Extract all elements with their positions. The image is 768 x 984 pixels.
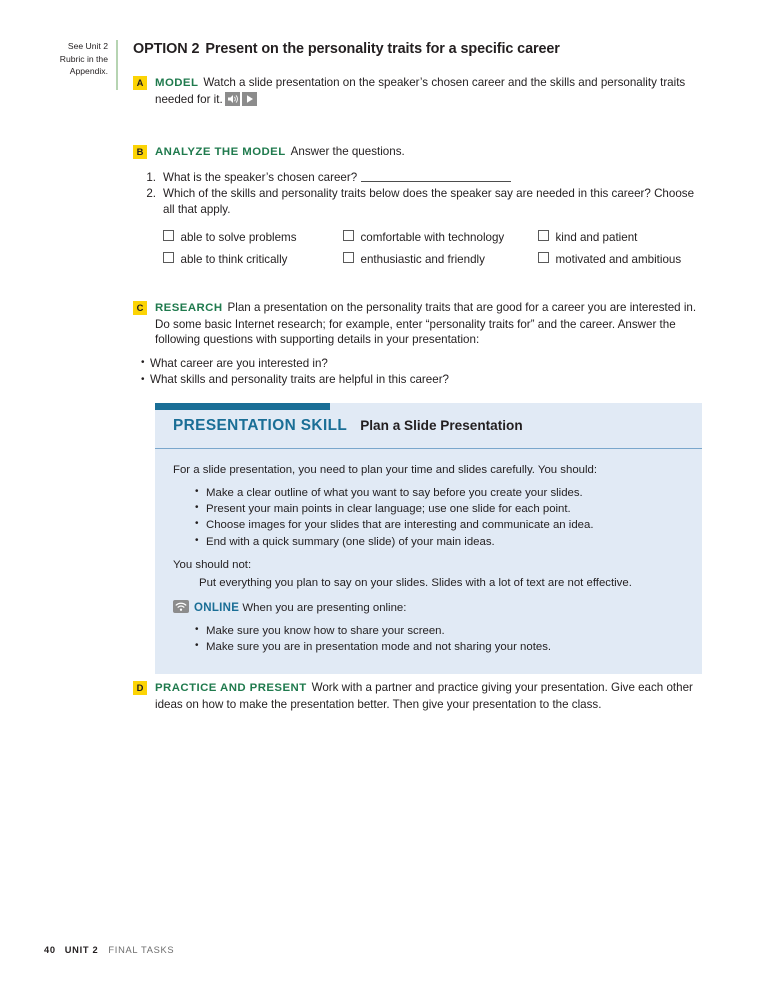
checkbox-item[interactable]: [163, 252, 343, 267]
online-label: ONLINE: [194, 602, 240, 615]
section-b-text: Answer the questions.: [290, 145, 405, 158]
margin-note-line-1: See Unit 2: [67, 41, 108, 51]
section-badge-a: A: [133, 76, 147, 90]
checkbox-icon[interactable]: [163, 252, 174, 263]
skill-box-body: [155, 449, 702, 674]
question-text: What is the speaker’s chosen career?: [163, 170, 358, 184]
skill-bullet-list: [173, 485, 684, 551]
margin-note: [52, 40, 108, 78]
wifi-icon: [173, 600, 189, 613]
section-badge-c: C: [133, 301, 147, 315]
page-footer: [44, 945, 174, 955]
section-c-text: Plan a presentation on the personality traits that are good for a career you are interested in. Do some basic Internet research; for example, enter “personality traits for” and the career. Answer the following questions with supporting details in your presentation:: [155, 301, 697, 347]
audio-icon[interactable]: [225, 92, 240, 106]
section-d-practice: [133, 680, 705, 712]
section-a-title: MODEL: [155, 77, 199, 89]
question-text: Which of the skills and personality traits below does the speaker say are needed in this career? Choose all that apply.: [163, 187, 695, 217]
section-d-body: [155, 680, 705, 712]
footer-unit: UNIT 2: [64, 945, 99, 955]
checkbox-icon[interactable]: [538, 252, 549, 263]
checkbox-label: motivated and ambitious: [555, 252, 682, 266]
checkbox-label: comfortable with technology: [360, 230, 505, 244]
bullet-item: • Make sure you know how to share your screen.: [195, 623, 684, 639]
page-number: 40: [44, 945, 56, 955]
checkbox-label: able to think critically: [180, 252, 288, 266]
section-c-title: RESEARCH: [155, 302, 223, 314]
section-badge-d: D: [133, 681, 147, 695]
question-list: [133, 170, 705, 219]
section-badge-b: B: [133, 145, 147, 159]
question-item: [146, 170, 705, 186]
bullet-item: • Make sure you are in presentation mode and not sharing your notes.: [195, 639, 684, 655]
margin-note-line-2: Rubric in the: [59, 53, 108, 64]
trait-checkbox-grid: [133, 230, 705, 267]
bullet-item: • Choose images for your slides that are interesting and communicate an idea.: [195, 517, 684, 533]
bullet-item: • End with a quick summary (one slide) of your main ideas.: [195, 534, 684, 550]
page-title: [133, 40, 705, 58]
question-number: 2.: [146, 187, 156, 200]
section-d: [133, 680, 705, 712]
checkbox-item[interactable]: [538, 230, 705, 245]
section-b-body: [155, 144, 705, 161]
checkbox-icon[interactable]: [343, 230, 354, 241]
online-row: [173, 600, 684, 617]
checkbox-icon[interactable]: [343, 252, 354, 263]
question-number: 1.: [146, 170, 156, 184]
bullet-item: • What skills and personality traits are helpful in this career?: [141, 372, 705, 389]
section-a: [133, 75, 705, 107]
section-a-text: Watch a slide presentation on the speaker’s chosen career and the skills and personality traits needed for it.: [155, 76, 686, 106]
section-b-title: ANALYZE THE MODEL: [155, 146, 286, 158]
section-c-research: [133, 300, 705, 389]
checkbox-item[interactable]: [538, 252, 705, 267]
play-icon[interactable]: [242, 92, 257, 106]
section-a-body: [155, 75, 705, 107]
section-b: [133, 144, 705, 161]
option-title: Present on the personality traits for a specific career: [205, 41, 560, 57]
bullet-item: • Make a clear outline of what you want to say before you create your slides.: [195, 485, 684, 501]
skill-box-name: Plan a Slide Presentation: [360, 418, 523, 433]
checkbox-label: able to solve problems: [180, 230, 297, 244]
option-label: OPTION 2: [133, 41, 200, 57]
checkbox-icon[interactable]: [538, 230, 549, 241]
checkbox-label: kind and patient: [555, 230, 638, 244]
online-text: When you are presenting online:: [242, 602, 407, 615]
research-bullet-list: [133, 356, 705, 389]
margin-divider-rule: [116, 40, 118, 90]
bullet-item: • What career are you interested in?: [141, 356, 705, 373]
presentation-skill-box: [155, 403, 702, 674]
section-c: [133, 300, 705, 348]
skill-box-kicker: PRESENTATION SKILL: [173, 417, 348, 434]
section-b-analyze: [133, 144, 705, 267]
answer-line[interactable]: [361, 170, 511, 182]
online-bullet-list: [173, 623, 684, 656]
checkbox-item[interactable]: [343, 252, 538, 267]
checkbox-label: enthusiastic and friendly: [360, 252, 485, 266]
skill-accent-bar: [155, 403, 330, 410]
checkbox-item[interactable]: [163, 230, 343, 245]
section-d-title: PRACTICE AND PRESENT: [155, 682, 307, 694]
checkbox-icon[interactable]: [163, 230, 174, 241]
section-c-body: [155, 300, 705, 348]
bullet-item: • Present your main points in clear language; use one slide for each point.: [195, 501, 684, 517]
skill-subhead: You should not:: [173, 559, 252, 572]
checkbox-item[interactable]: [343, 230, 538, 245]
skill-lead-text: For a slide presentation, you need to plan your time and slides carefully. You should:: [173, 464, 598, 476]
question-item: [146, 186, 705, 219]
section-a-model: [133, 40, 705, 107]
footer-task: FINAL TASKS: [108, 945, 175, 955]
section-d-text: Work with a partner and practice giving your presentation. Give each other ideas on how to make the presentation better. Then give your presentation to the class.: [155, 681, 693, 711]
skill-indented-text: Put everything you plan to say on your slides. Slides with a lot of text are not effective.: [199, 576, 632, 589]
margin-note-line-3: Appendix.: [69, 66, 108, 77]
